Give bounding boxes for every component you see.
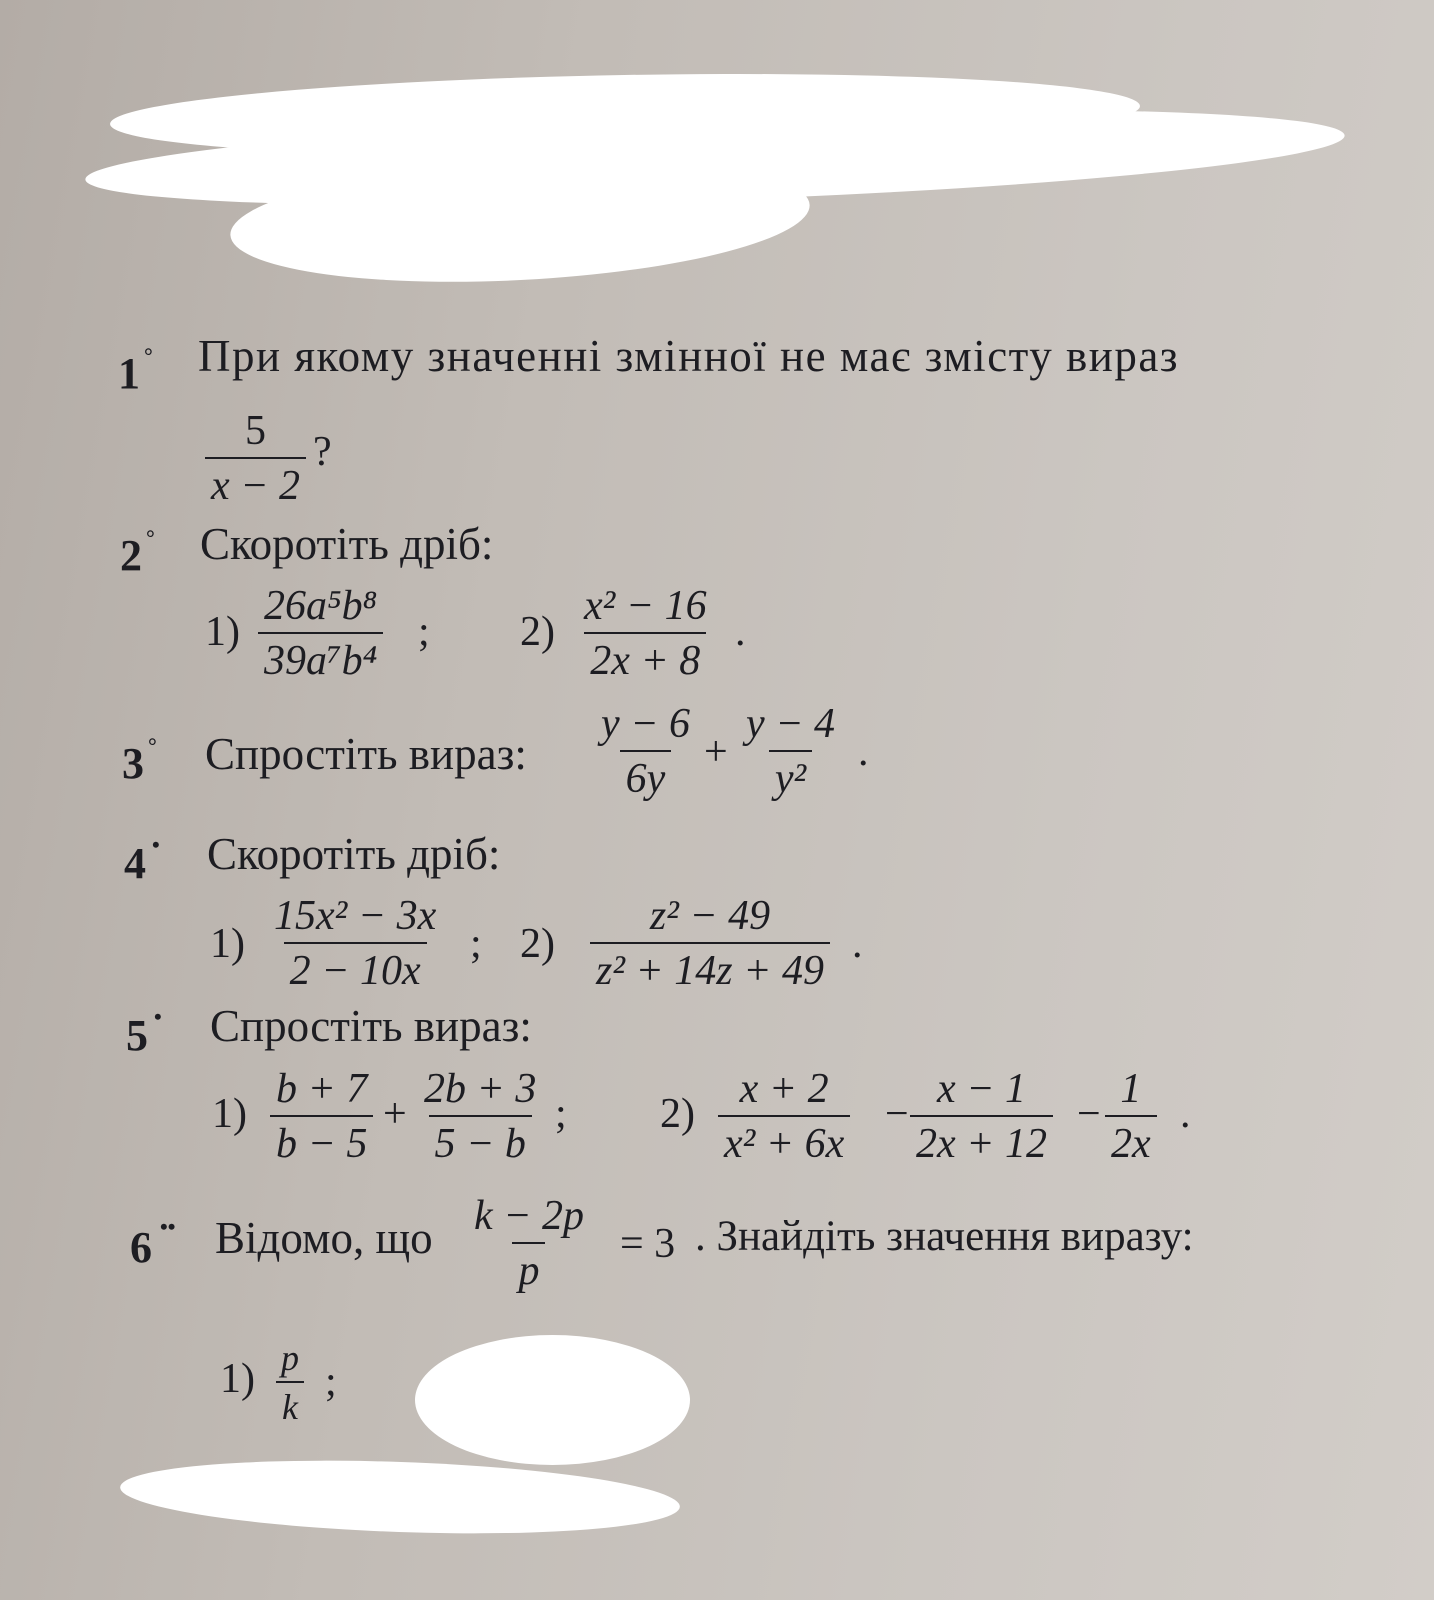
item-label: 2) — [520, 609, 555, 655]
fraction — [275, 1340, 305, 1425]
denominator: 2x + 8 — [584, 632, 706, 682]
denominator: 39a⁷b⁴ — [258, 632, 383, 682]
item-label: 1) — [210, 921, 245, 967]
redaction-bottom-1 — [415, 1335, 690, 1465]
separator: ; — [325, 1359, 337, 1405]
separator: ; — [418, 609, 430, 655]
fraction — [595, 703, 696, 800]
separator: ; — [555, 1091, 567, 1137]
numerator: p — [281, 1338, 299, 1378]
fraction — [910, 1068, 1053, 1165]
item-label: 2) — [660, 1091, 695, 1137]
fraction — [418, 1068, 542, 1165]
difficulty-mark: ° — [148, 733, 157, 758]
task-number: 3 — [122, 739, 144, 788]
item-label: 1) — [205, 609, 240, 655]
fraction — [1105, 1068, 1157, 1165]
task-text: Скоротіть дріб: — [200, 519, 494, 569]
numerator: 2b + 3 — [424, 1066, 537, 1112]
fraction — [578, 585, 713, 682]
operator: − — [1077, 1091, 1101, 1137]
numerator: x² − 16 — [584, 583, 707, 629]
denominator: x − 2 — [205, 457, 306, 507]
fraction — [205, 410, 306, 507]
redaction-bottom-2 — [119, 1452, 681, 1542]
denominator: p — [512, 1242, 545, 1292]
task-number: 6 — [130, 1223, 152, 1272]
task-text-tail: . Знайдіть значення виразу: — [695, 1213, 1194, 1260]
operator: + — [704, 729, 728, 775]
task-number: 4 — [124, 839, 146, 888]
denominator: 2x + 12 — [910, 1115, 1053, 1165]
numerator: x + 2 — [739, 1066, 829, 1112]
separator: . — [858, 729, 869, 775]
separator: . — [735, 609, 746, 655]
fraction — [268, 895, 442, 992]
task-text: Спростіть вираз: — [210, 1001, 532, 1051]
item-label: 2) — [520, 921, 555, 967]
denominator: k — [276, 1381, 304, 1425]
denominator: x² + 6x — [718, 1115, 850, 1165]
fraction — [468, 1195, 590, 1292]
denominator: 5 − b — [429, 1115, 532, 1165]
numerator: z² − 49 — [649, 893, 771, 939]
fraction — [740, 703, 841, 800]
denominator: 2x — [1105, 1115, 1157, 1165]
denominator: y² — [769, 750, 812, 800]
denominator: z² + 14z + 49 — [590, 942, 830, 992]
numerator: k − 2p — [474, 1193, 584, 1239]
separator: . — [1180, 1091, 1191, 1137]
difficulty-mark: ° — [146, 525, 155, 550]
numerator: b + 7 — [276, 1066, 368, 1112]
task-text: Скоротіть дріб: — [207, 829, 501, 879]
difficulty-mark: ° — [144, 343, 153, 368]
denominator: 2 − 10x — [284, 942, 427, 992]
numerator: 5 — [244, 408, 266, 454]
fraction — [718, 1068, 850, 1165]
difficulty-mark: •• — [160, 1214, 176, 1239]
difficulty-mark: • — [154, 1004, 162, 1029]
fraction — [258, 585, 383, 682]
separator: . — [852, 921, 863, 967]
numerator: y − 4 — [746, 701, 835, 747]
question-mark: ? — [313, 429, 332, 475]
numerator: y − 6 — [601, 701, 690, 747]
task-text: При якому значенні змінної не має змісту вираз — [198, 331, 1180, 381]
operator: − — [885, 1091, 909, 1137]
item-label: 1) — [212, 1091, 247, 1137]
equation-value: = 3 — [620, 1221, 676, 1267]
item-label: 1) — [220, 1356, 255, 1402]
denominator: 6y — [620, 750, 672, 800]
task-text: Відомо, що — [215, 1213, 433, 1263]
numerator: x − 1 — [937, 1066, 1026, 1112]
fraction — [270, 1068, 373, 1165]
denominator: b − 5 — [270, 1115, 373, 1165]
task-number: 1 — [118, 349, 140, 398]
numerator: 15x² − 3x — [274, 893, 437, 939]
fraction — [590, 895, 830, 992]
separator: ; — [470, 921, 482, 967]
numerator: 26a⁵b⁸ — [264, 583, 378, 629]
task-number: 2 — [120, 531, 142, 580]
task-text: Спростіть вираз: — [205, 729, 527, 779]
operator: + — [383, 1091, 407, 1137]
task-number: 5 — [126, 1011, 148, 1060]
numerator: 1 — [1120, 1066, 1142, 1112]
difficulty-mark: • — [152, 832, 160, 857]
